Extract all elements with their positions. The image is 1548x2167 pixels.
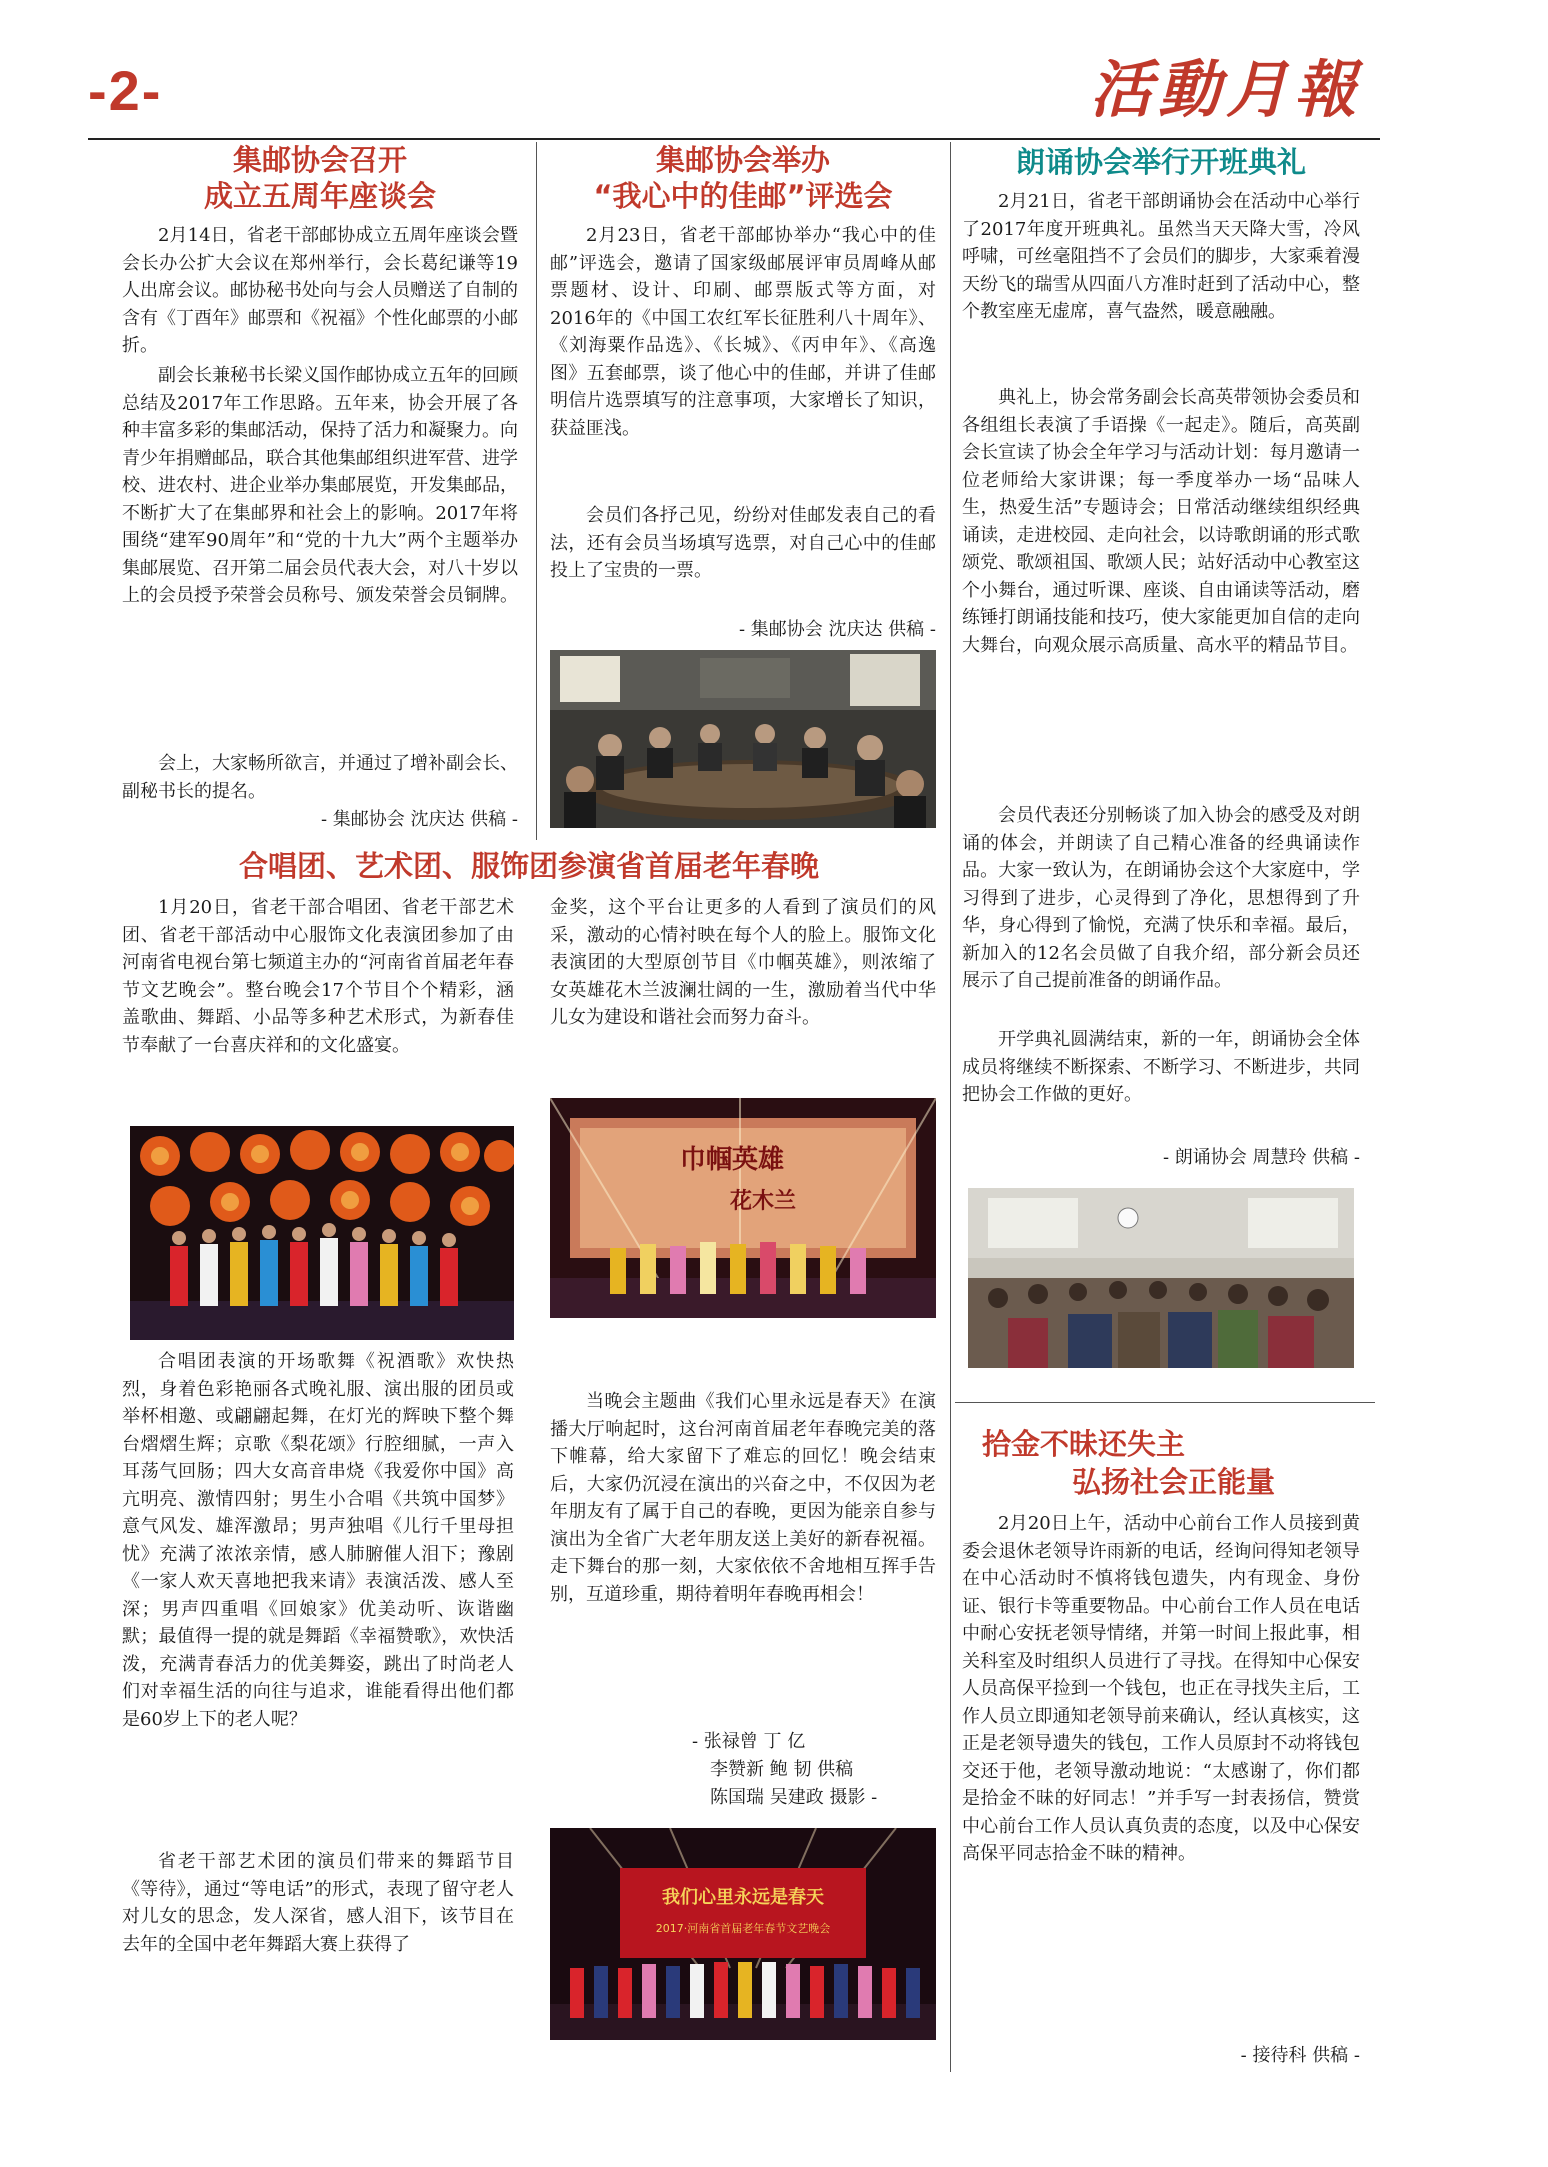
gala-finale-photo-graphic — [550, 1828, 936, 2040]
article-recitation-ceremony — [962, 138, 1360, 1388]
classroom-photo — [968, 1188, 1354, 1368]
article-credit: 陈国瑞 吴建政 摄影 - — [710, 1787, 878, 1808]
meeting-photo — [550, 650, 936, 828]
column-divider — [950, 142, 951, 2072]
meeting-photo-graphic — [550, 650, 936, 828]
article-title: 合唱团、艺术团、服饰团参演省首届老年春晚 — [238, 849, 819, 883]
article-paragraph: 开学典礼圆满结束，新的一年，朗诵协会全体成员将继续不断探索、不断学习、不断进步，共同把协会工作做的更好。 — [962, 1029, 1360, 1105]
page-number: -2- — [88, 59, 163, 122]
article-paragraph: 金奖，这个平台让更多的人看到了演员们的风采，激动的心情衬映在每个人的脸上。服饰文化表演团的大型原创节目《巾帼英雄》，则浓缩了女英雄花木兰波澜壮阔的一生，激励着当代中华儿女为建设和谐社会而努力奋斗。 — [550, 897, 936, 1028]
article-paragraph: 2月21日，省老干部朗诵协会在活动中心举行了2017年度开班典礼。虽然当天天降大雪，冷风呼啸，可丝毫阻挡不了会员们的脚步，大家乘着漫天纷飞的瑞雪从四面八方准时赶到了活动中心，整个教室座无虚席，喜气盎然，暖意融融。 — [962, 191, 1360, 322]
article-title: 集邮协会举办 — [655, 143, 830, 177]
classroom-photo-graphic — [968, 1188, 1354, 1368]
article-paragraph: 2月23日，省老干部邮协举办“我心中的佳邮”评选会，邀请了国家级邮展评审员周峰从邮票题材、设计、印刷、邮票版式等方面，对2016年的《中国工农红军长征胜利八十周年》、《刘海粟作品选》、《长城》、《丙申年》、《高逸图》五套邮票，谈了他心中的佳邮，并讲了佳邮明信片选票填写的注意事项，大家增长了知识，获益匪浅。 — [550, 225, 936, 439]
heroine-performance-photo — [550, 1098, 936, 1318]
banner-text: 花木兰 — [730, 1188, 797, 1214]
gala-opening-photo — [130, 1126, 514, 1340]
article-title: 拾金不昧还失主 — [982, 1427, 1186, 1461]
article-credit: - 集邮协会 沈庆达 供稿 - — [320, 809, 518, 830]
gala-finale-photo — [550, 1828, 936, 2040]
article-stamp-anniversary — [122, 138, 518, 848]
article-paragraph: 合唱团表演的开场歌舞《祝酒歌》欢快热烈，身着色彩艳丽各式晚礼服、演出服的团员或举杯相邀、或翩翩起舞，在灯光的辉映下整个舞台熠熠生辉；京歌《梨花颂》行腔细腻，一声入耳荡气回肠；四大女高音串烧《我爱你中国》高亢明亮、激情四射；男生小合唱《共筑中国梦》意气风发、雄浑激昂；男声独唱《儿行千里母担忧》充满了浓浓亲情，感人肺腑催人泪下；豫剧《一家人欢天喜地把我来请》表演活泼、感人至深；男声四重唱《回娘家》优美动听、诙谐幽默；最值得一提的就是舞蹈《幸福赞歌》，欢快活泼，充满青春活力的优美舞姿，跳出了时尚老人们对幸福生活的向往与追求，谁能看得出他们都是60岁上下的老人呢？ — [122, 1351, 514, 1730]
article-credit: - 接待科 供稿 - — [1240, 2045, 1360, 2066]
article-title: 弘扬社会正能量 — [1072, 1465, 1276, 1499]
article-lost-wallet — [962, 1412, 1360, 2072]
article-credit: 李赞新 鲍 韧 供稿 — [710, 1759, 854, 1780]
article-spring-gala — [122, 848, 936, 2068]
heroine-performance-photo-graphic — [550, 1098, 936, 1318]
article-paragraph: 会员们各抒己见，纷纷对佳邮发表自己的看法，还有会员当场填写选票，对自己心中的佳邮投上了宝贵的一票。 — [550, 505, 936, 581]
article-title: “我心中的佳邮”评选会 — [593, 179, 893, 213]
article-paragraph: 2月14日，省老干部邮协成立五周年座谈会暨会长办公扩大会议在郑州举行，会长葛纪谦等19人出席会议。邮协秘书处向与会人员赠送了自制的含有《丁酉年》邮票和《祝福》个性化邮票的小邮折。 — [122, 225, 518, 356]
stage-title-text: 我们心里永远是春天 — [662, 1887, 824, 1908]
section-divider — [955, 1402, 1375, 1403]
stage-caption-text: 2017·河南省首届老年春节文艺晚会 — [655, 1922, 831, 1935]
article-title: 朗诵协会举行开班典礼 — [1015, 145, 1306, 179]
article-paragraph: 2月20日上午，活动中心前台工作人员接到黄委会退休老领导许雨新的电话，经询问得知老领导在中心活动时不慎将钱包遗失，内有现金、身份证、银行卡等重要物品。中心前台工作人员在电话中耐心安抚老领导情绪，并第一时间上报此事，相关科室及时组织人员进行了寻找。在得知中心保安人员高保平捡到一个钱包，也正在寻找失主后，工作人员立即通知老领导前来确认，经认真核实，这正是老领导遗失的钱包，工作人员原封不动将钱包交还于他，老领导激动地说：“太感谢了，你们都是拾金不昧的好同志！”并手写一封表扬信，赞赏中心前台工作人员认真负责的态度，以及中心保安高保平同志拾金不昧的精神。 — [962, 1513, 1360, 1864]
article-paragraph: 省老干部艺术团的演员们带来的舞蹈节目《等待》，通过“等电话”的形式，表现了留守老人对儿女的思念，发人深省，感人泪下，该节目在去年的全国中老年舞蹈大赛上获得了 — [122, 1851, 514, 1955]
article-title: 成立五周年座谈会 — [203, 179, 436, 213]
article-credit: - 集邮协会 沈庆达 供稿 - — [738, 619, 936, 640]
article-stamp-selection — [550, 138, 936, 838]
article-credit: - 朗诵协会 周慧玲 供稿 - — [1162, 1147, 1360, 1168]
banner-text: 巾帼英雄 — [680, 1145, 785, 1175]
article-paragraph: 会上，大家畅所欲言，并通过了增补副会长、副秘书长的提名。 — [122, 753, 518, 802]
article-paragraph: 典礼上，协会常务副会长高英带领协会委员和各组组长表演了手语操《一起走》。随后，高英副会长宣读了协会全年学习与活动计划：每月邀请一位老师给大家讲课；每一季度举办一场“品味人生，热爱生活”专题诗会；日常活动继续组织经典诵读，走进校园、走向社会，以诗歌朗诵的形式歌颂党、歌颂祖国、歌颂人民；站好活动中心教室这个小舞台，通过听课、座谈、自由诵读等活动，磨练锤打朗诵技能和技巧，使大家能更加自信的走向大舞台，向观众展示高质量、高水平的精品节目。 — [962, 387, 1360, 656]
article-credit: - 张禄曾 丁 亿 — [692, 1731, 806, 1752]
article-paragraph: 会员代表还分别畅谈了加入协会的感受及对朗诵的体会，并朗读了自己精心准备的经典诵读作品。大家一致认为，在朗诵协会这个大家庭中，学习得到了进步，心灵得到了净化，思想得到了升华，身心得到了愉悦，充满了快乐和幸福。最后，新加入的12名会员做了自我介绍，部分新会员还展示了自己提前准备的朗诵作品。 — [962, 805, 1360, 991]
article-paragraph: 1月20日，省老干部合唱团、省老干部艺术团、省老干部活动中心服饰文化表演团参加了由河南省电视台第七频道主办的“河南省首届老年春节文艺晚会”。整台晚会17个节目个个精彩，涵盖歌曲、舞蹈、小品等多种艺术形式，为新春佳节奉献了一台喜庆祥和的文化盛宴。 — [122, 897, 514, 1056]
article-paragraph: 当晚会主题曲《我们心里永远是春天》在演播大厅响起时，这台河南首届老年春晚完美的落下帷幕，给大家留下了难忘的回忆！晚会结束后，大家仍沉浸在演出的兴奋之中，不仅因为老年朋友有了属于自己的春晚，更因为能亲自参与演出为全省广大老年朋友送上美好的新春祝福。走下舞台的那一刻，大家依依不舍地相互挥手告别，互道珍重，期待着明年春晚再相会！ — [550, 1391, 936, 1605]
paper-title: 活動月報 — [1090, 53, 1363, 126]
gala-opening-photo-graphic — [130, 1126, 514, 1340]
column-divider — [536, 142, 537, 840]
article-paragraph: 副会长兼秘书长梁义国作邮协成立五年的回顾总结及2017年工作思路。五年来，协会开展了各种丰富多彩的集邮活动，保持了活力和凝聚力。向青少年捐赠邮品，联合其他集邮组织进军营、进学校、进农村、进企业举办集邮展览，开发集邮品，不断扩大了在集邮界和社会上的影响。2017年将围绕“建军90周年”和“党的十九大”两个主题举办集邮展览、召开第二届会员代表大会，对八十岁以上的会员授予荣誉会员称号、颁发荣誉会员铜牌。 — [122, 365, 518, 606]
article-title: 集邮协会召开 — [232, 143, 407, 177]
